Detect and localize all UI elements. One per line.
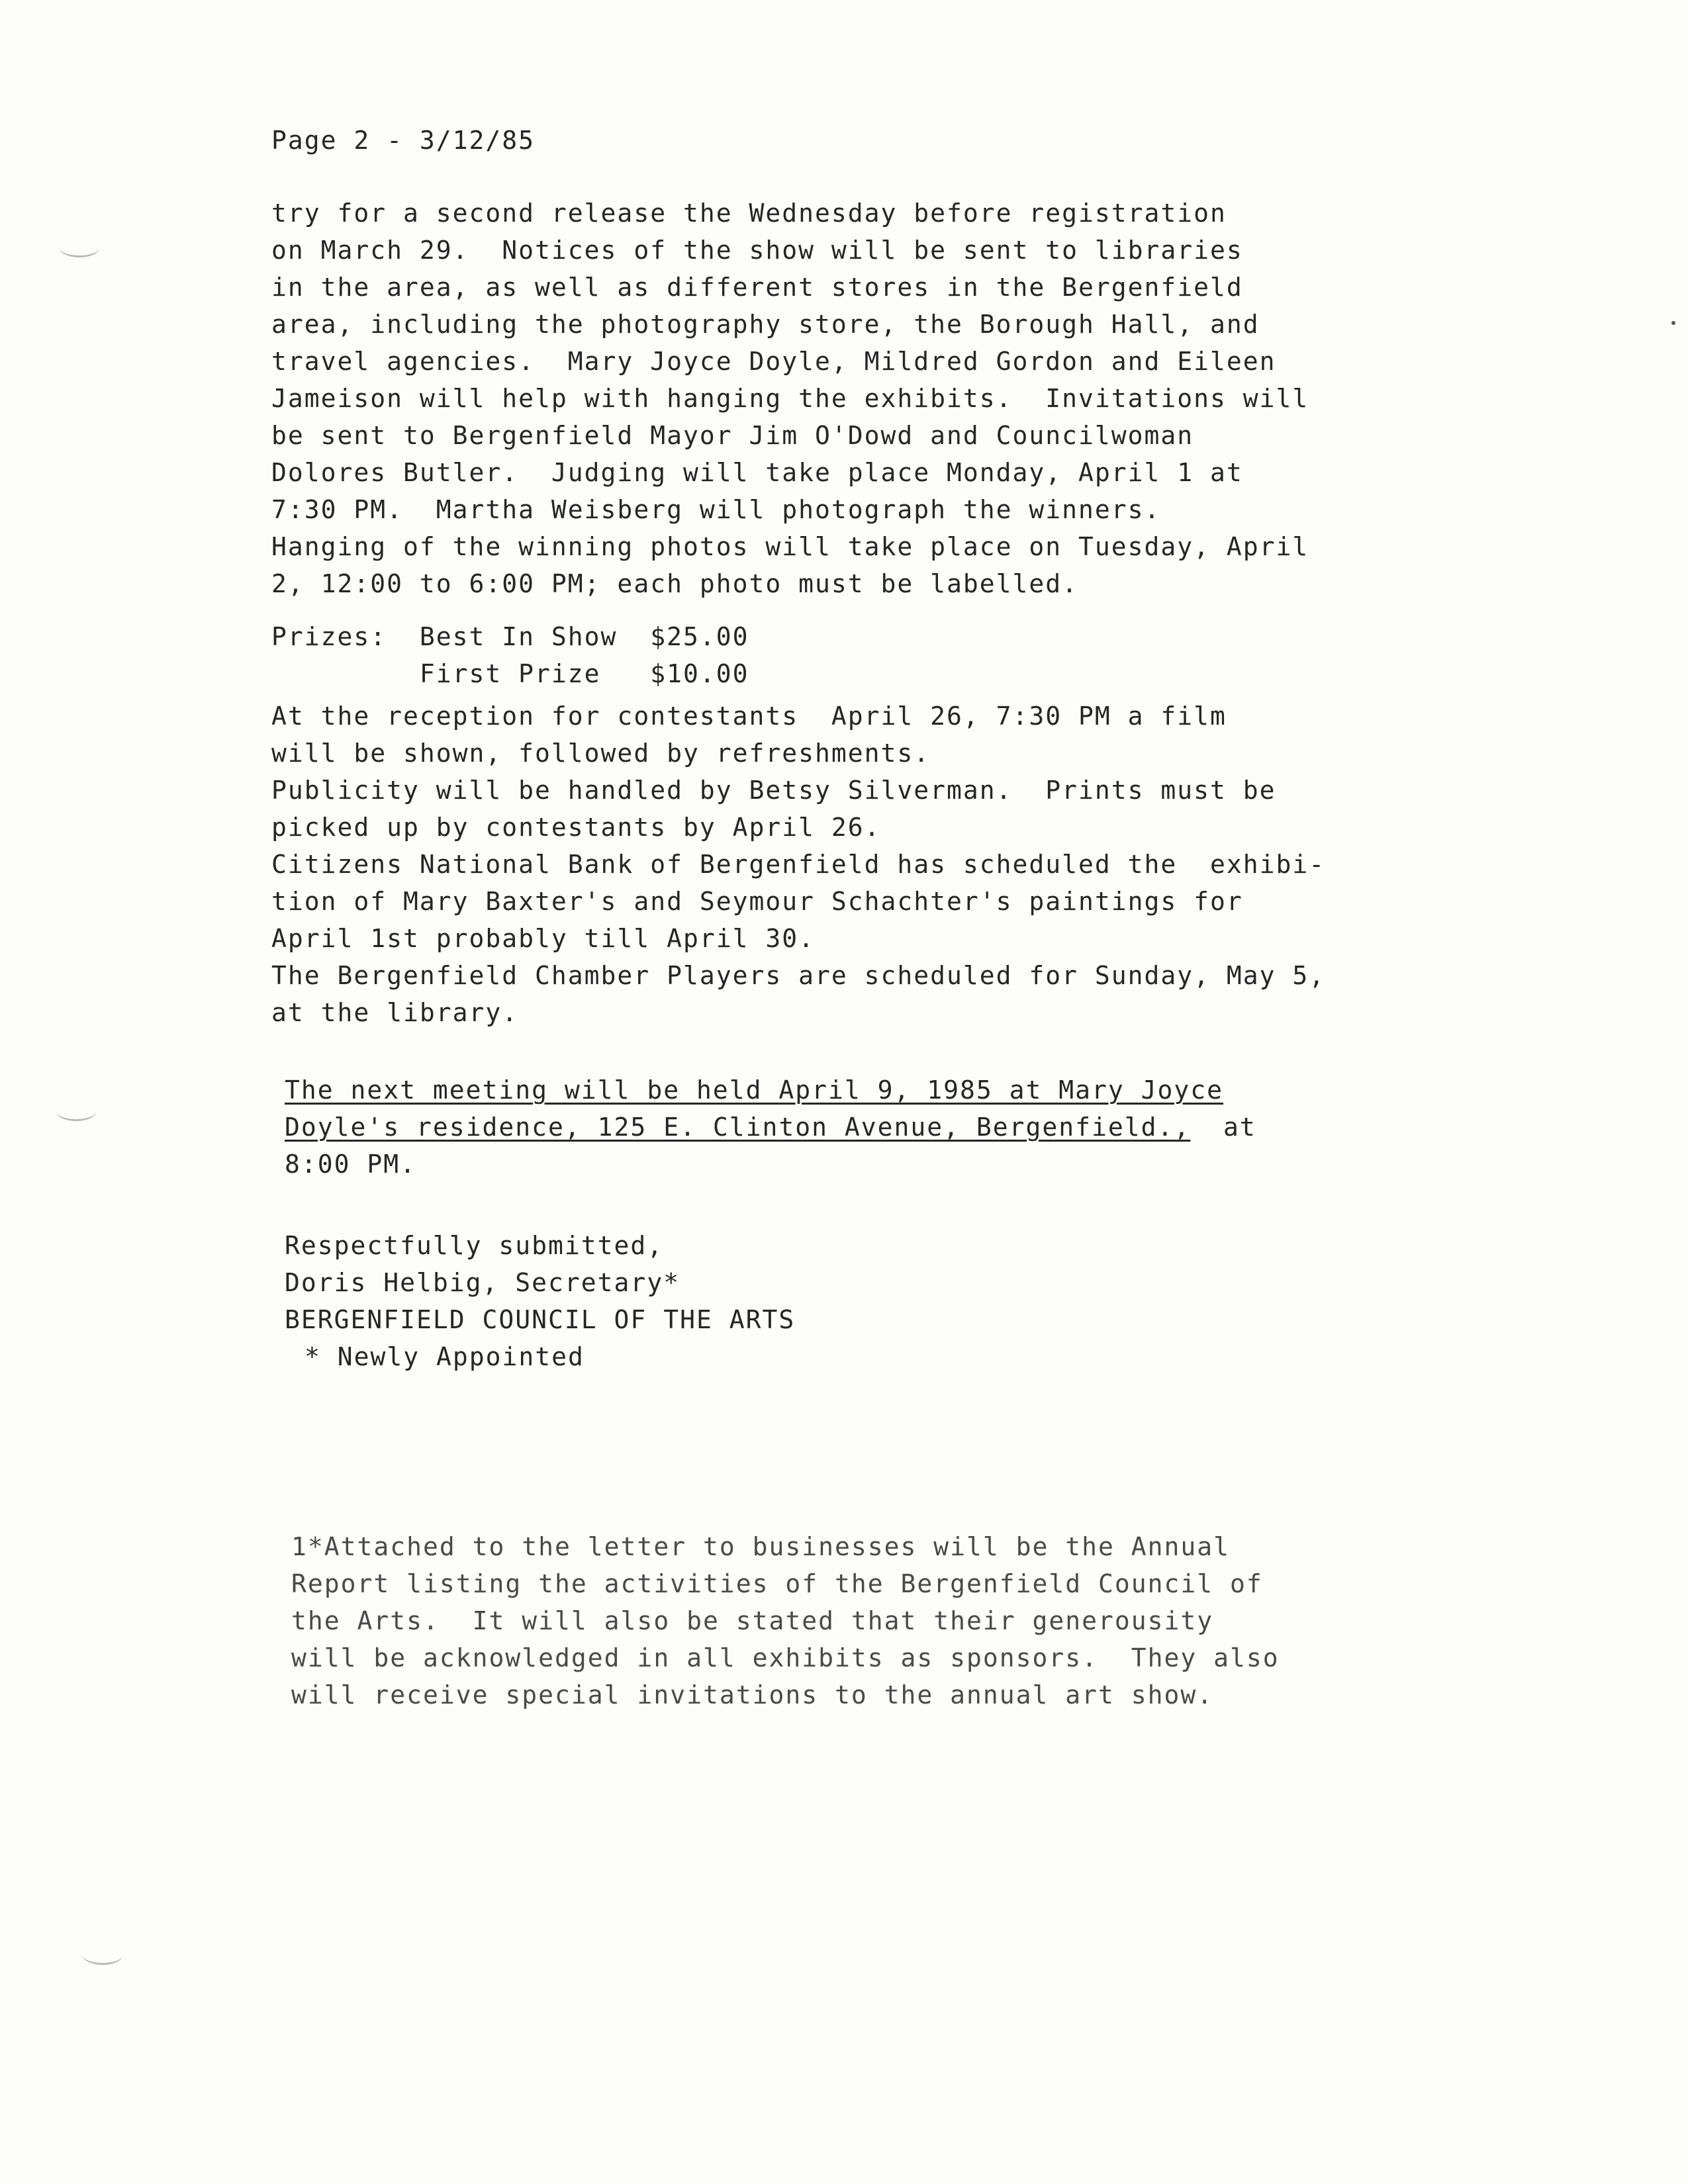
body-line: picked up by contestants by April 26. [271, 813, 881, 842]
speck-mark [1671, 321, 1675, 325]
punch-hole-mark-middle [56, 1102, 96, 1121]
next-meeting-line: The next meeting will be held April 9, 1985 at Mary Joyce [285, 1075, 1224, 1105]
body-line: At the reception for contestants April 26, 7:30 PM a film [271, 702, 1227, 731]
body-line: try for a second release the Wednesday before registration [271, 199, 1227, 228]
footnote-line: will receive special invitations to the annual art show. [291, 1680, 1214, 1709]
next-meeting-at: at [1190, 1113, 1256, 1142]
body-line: April 1st probably till April 30. [271, 924, 815, 953]
next-meeting-time: 8:00 PM. [285, 1150, 417, 1179]
body-line: tion of Mary Baxter's and Seymour Schachter's paintings for [271, 887, 1243, 916]
body-line: will be shown, followed by refreshments. [271, 739, 931, 768]
body-line: in the area, as well as different stores in the Bergenfield [271, 273, 1243, 302]
punch-hole-mark-bottom [83, 1946, 122, 1965]
body-line: Jameison will help with hanging the exhibits. Invitations will [271, 384, 1309, 413]
punch-hole-mark-top [60, 238, 99, 257]
prizes-line: Prizes: Best In Show $25.00 [271, 622, 749, 651]
page-header: Page 2 - 3/12/85 [271, 126, 536, 155]
body-line: Publicity will be handled by Betsy Silverman. Prints must be [271, 776, 1276, 805]
footnote-line: 1*Attached to the letter to businesses will be the Annual [291, 1532, 1231, 1561]
footnote-line: will be acknowledged in all exhibits as sponsors. They also [291, 1643, 1280, 1672]
body-line: 7:30 PM. Martha Weisberg will photograph the winners. [271, 495, 1161, 524]
body-line: travel agencies. Mary Joyce Doyle, Mildred Gordon and Eileen [271, 347, 1276, 376]
body-line: Hanging of the winning photos will take place on Tuesday, April [271, 532, 1309, 561]
body-line: 2, 12:00 to 6:00 PM; each photo must be labelled. [271, 569, 1079, 598]
footnote-line: the Arts. It will also be stated that their generousity [291, 1606, 1214, 1635]
closing: Respectfully submitted, [285, 1231, 664, 1260]
body-line: The Bergenfield Chamber Players are scheduled for Sunday, May 5, [271, 961, 1326, 990]
body-line: at the library. [271, 998, 519, 1027]
body-line: Dolores Butler. Judging will take place Monday, April 1 at [271, 458, 1243, 487]
body-line: on March 29. Notices of the show will be sent to libraries [271, 236, 1243, 265]
body-line: be sent to Bergenfield Mayor Jim O'Dowd and Councilwoman [271, 421, 1194, 450]
next-meeting-address: Doyle's residence, 125 E. Clinton Avenue, Bergenfield., [285, 1113, 1191, 1142]
footnote-line: Report listing the activities of the Bergenfield Council of [291, 1569, 1263, 1598]
organization-name: BERGENFIELD COUNCIL OF THE ARTS [285, 1305, 796, 1334]
prizes-line: First Prize $10.00 [271, 659, 749, 688]
body-line: Citizens National Bank of Bergenfield has scheduled the exhibi- [271, 850, 1326, 879]
body-line: area, including the photography store, the Borough Hall, and [271, 310, 1260, 339]
next-meeting-line-2 [285, 1113, 1256, 1142]
signer-name: Doris Helbig, Secretary* [285, 1268, 680, 1297]
appointment-note: * Newly Appointed [305, 1342, 585, 1371]
